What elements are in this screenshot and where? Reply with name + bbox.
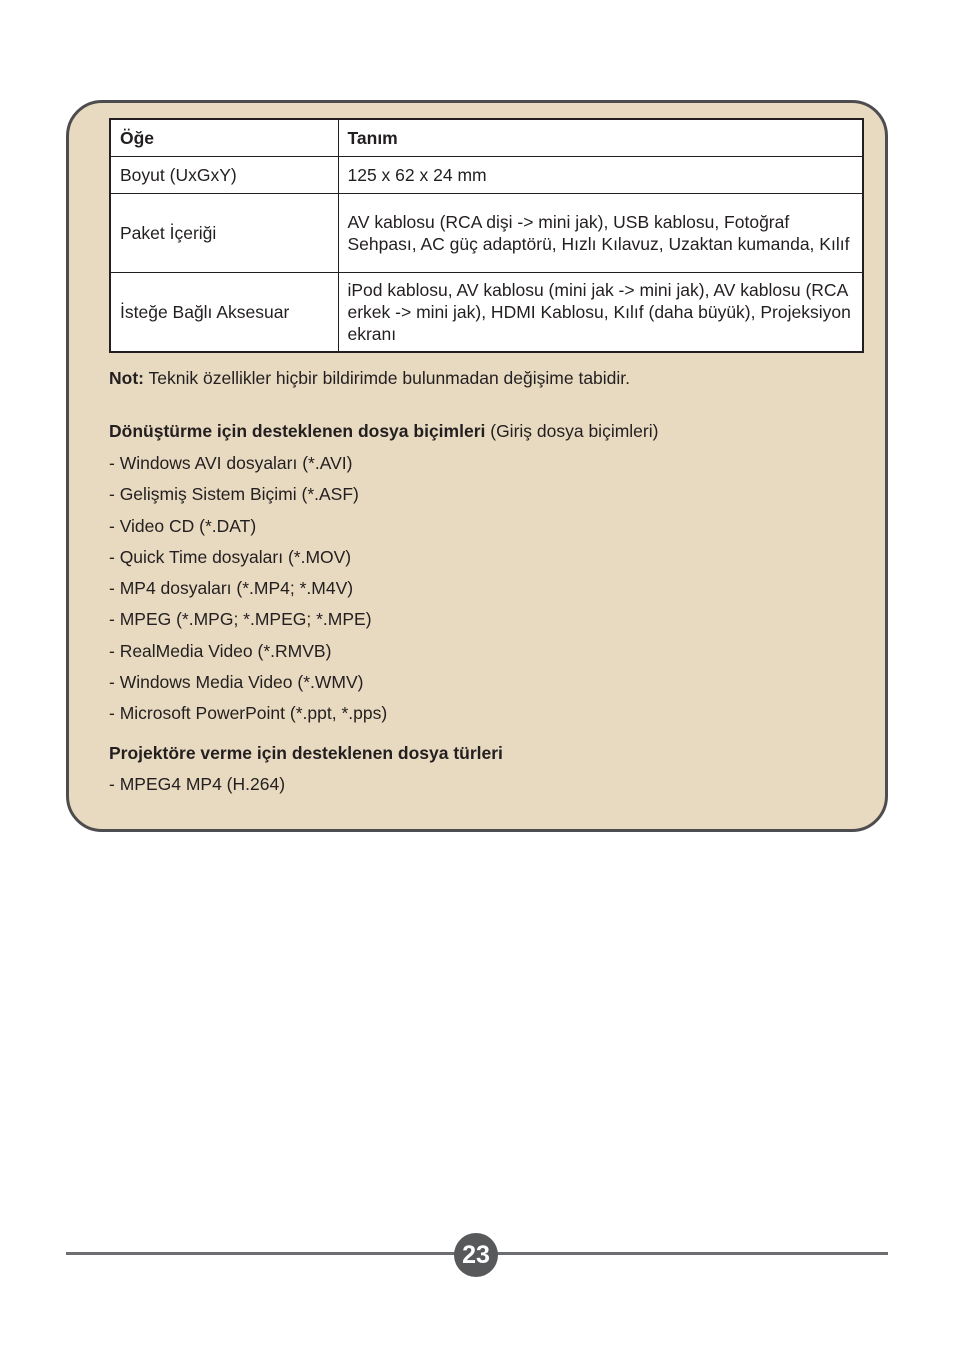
note-label: Not: bbox=[109, 368, 144, 388]
list-item: - Gelişmiş Sistem Biçimi (*.ASF) bbox=[109, 484, 359, 505]
list-item: - Windows AVI dosyaları (*.AVI) bbox=[109, 453, 353, 473]
spec-panel bbox=[66, 100, 888, 832]
table-header-item: Öğe bbox=[110, 119, 338, 157]
list-item: - RealMedia Video (*.RMVB) bbox=[109, 640, 332, 661]
table-cell-description: AV kablosu (RCA dişi -> mini jak), USB kablosu, Fotoğraf Sehpası, AC güç adaptörü, Hızlı Kılavuz, Uzaktan kumanda, Kılıf bbox=[338, 194, 863, 273]
list-item: - Microsoft PowerPoint (*.ppt, *.pps) bbox=[109, 703, 388, 724]
table-row bbox=[110, 273, 863, 353]
list-item: - MPEG (*.MPG; *.MPEG; *.MPE) bbox=[109, 609, 372, 630]
list-item: - MP4 dosyaları (*.MP4; *.M4V) bbox=[109, 578, 354, 599]
spec-table bbox=[109, 118, 864, 353]
table-cell-item: Boyut (UxGxY) bbox=[110, 157, 338, 194]
table-header-row bbox=[110, 119, 863, 157]
list-item: - Windows Media Video (*.WMV) bbox=[109, 672, 364, 693]
list-item: - MPEG4 MP4 (H.264) bbox=[109, 774, 286, 794]
table-row bbox=[110, 194, 863, 273]
table-cell-item: Paket İçeriği bbox=[110, 194, 338, 273]
table-cell-description: 125 x 62 x 24 mm bbox=[338, 157, 863, 194]
projector-formats-list bbox=[109, 773, 285, 804]
note-text: Teknik özellikler hiçbir bildirimde bulunmadan değişime tabidir. bbox=[143, 368, 631, 388]
page-number-badge: 23 bbox=[454, 1233, 498, 1277]
projector-formats-heading bbox=[109, 742, 503, 764]
table-row bbox=[110, 157, 863, 194]
conversion-formats-heading bbox=[109, 420, 658, 442]
conversion-formats-list bbox=[109, 452, 387, 734]
table-cell-item: İsteğe Bağlı Aksesuar bbox=[110, 273, 338, 353]
list-item: - Quick Time dosyaları (*.MOV) bbox=[109, 546, 352, 567]
conversion-heading-bold: Dönüştürme için desteklenen dosya biçimleri bbox=[109, 421, 486, 441]
spec-note bbox=[109, 367, 630, 389]
table-header-description: Tanım bbox=[338, 119, 863, 157]
projector-heading-bold: Projektöre verme için desteklenen dosya türleri bbox=[109, 743, 503, 763]
list-item: - Video CD (*.DAT) bbox=[109, 515, 257, 536]
table-cell-description: iPod kablosu, AV kablosu (mini jak -> mini jak), AV kablosu (RCA erkek -> mini jak), HDMI Kablosu, Kılıf (daha büyük), Projeksiyon ekranı bbox=[338, 273, 863, 353]
conversion-heading-normal: (Giriş dosya biçimleri) bbox=[485, 421, 659, 441]
